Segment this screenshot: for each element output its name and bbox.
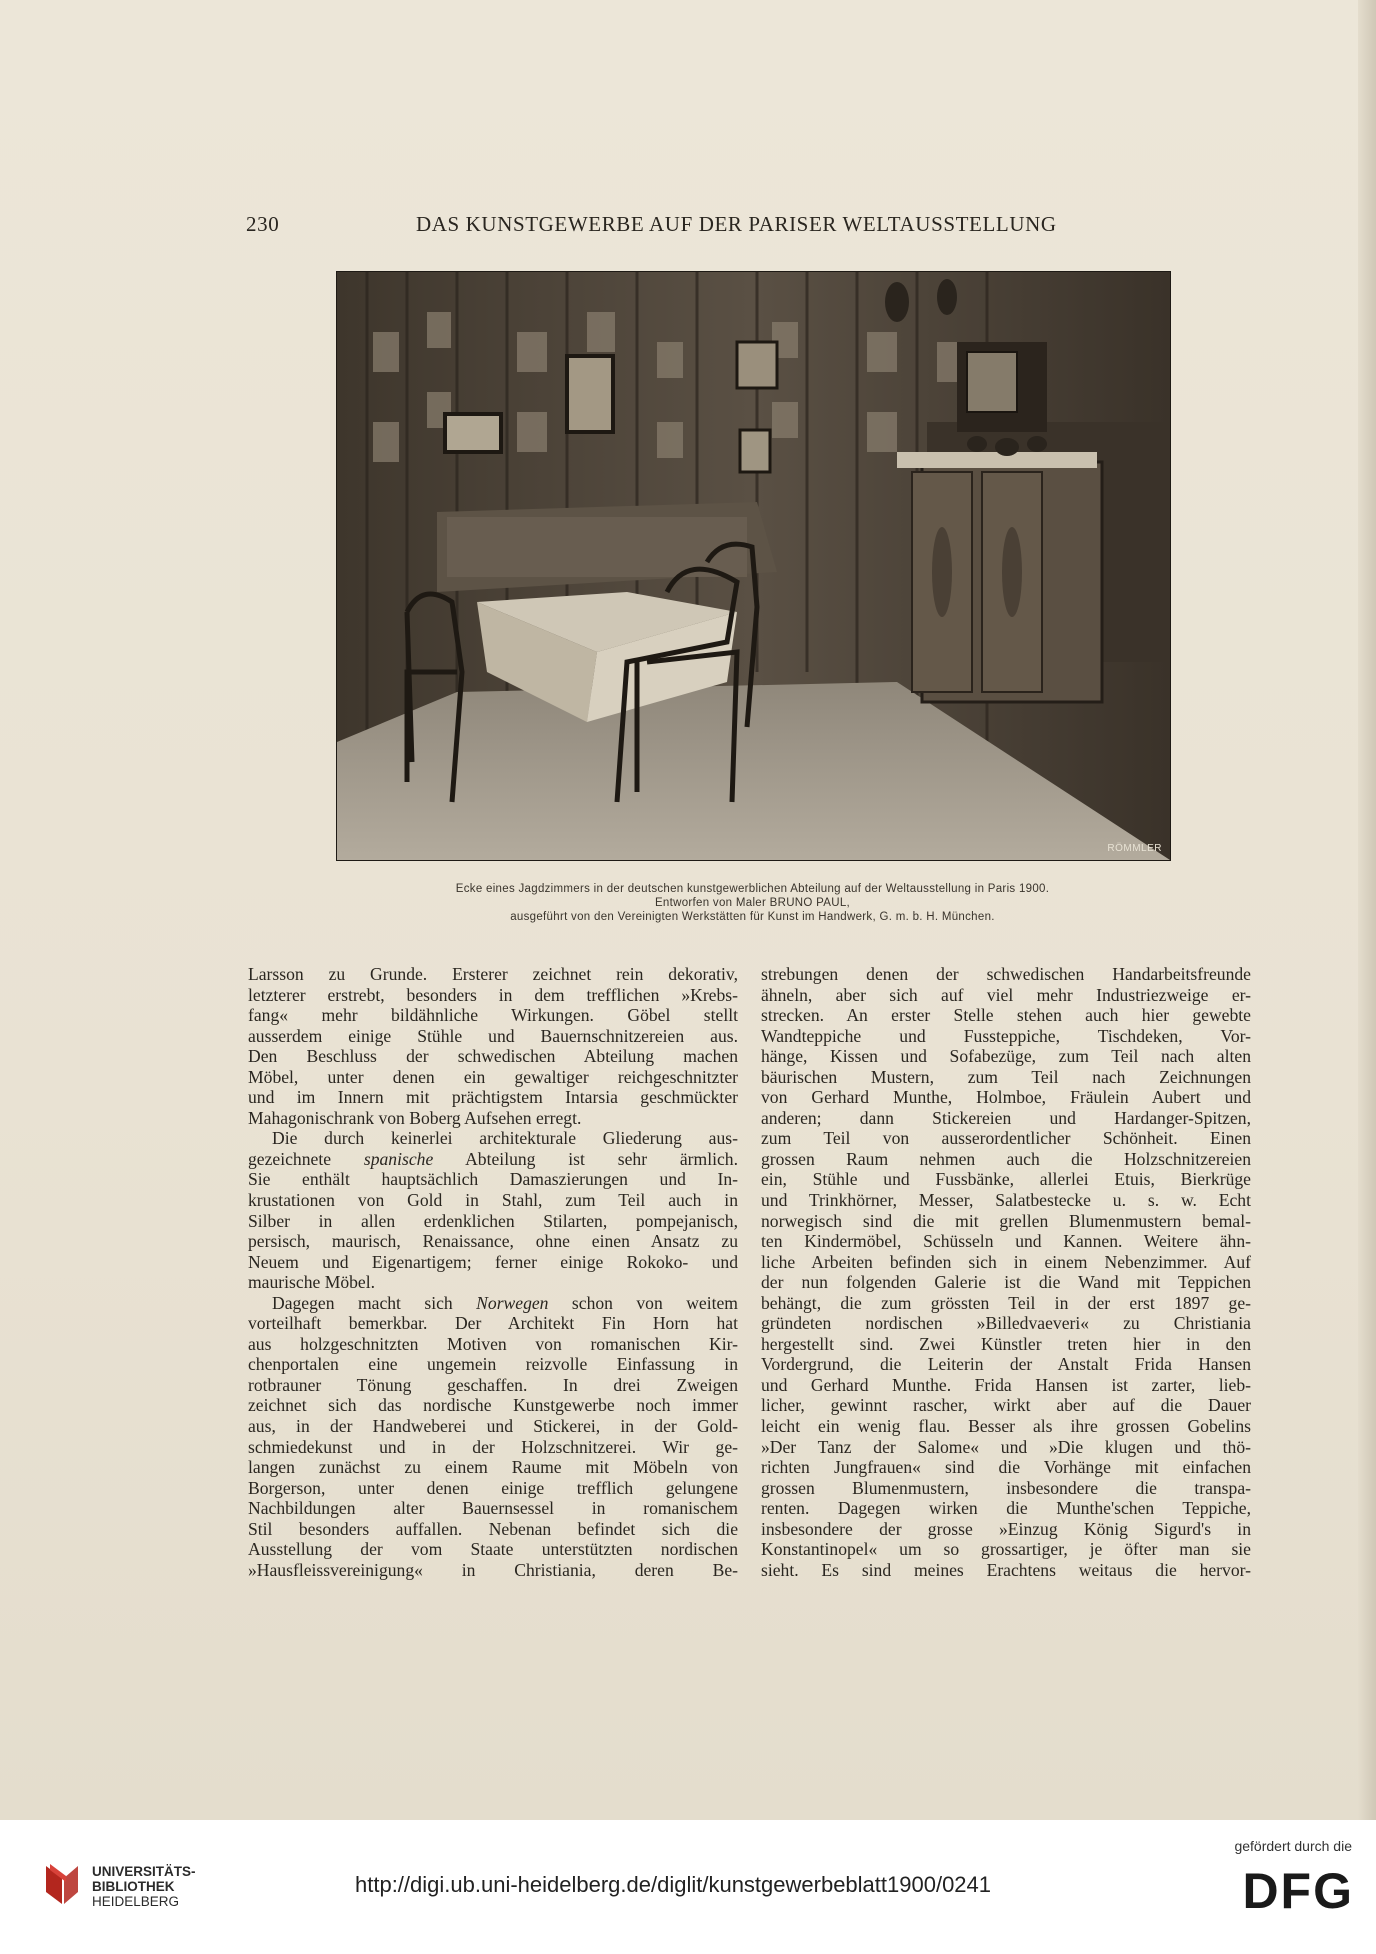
caption-line: Ecke eines Jagdzimmers in der deutschen kunstgewerblichen Abteilung auf der Weltausstellung in Paris 1900.	[455, 883, 1050, 895]
text-line: insbesondere der grosse »Einzug König Sigurd's in	[761, 1518, 1251, 1539]
text-line: hänge, Kissen und Sofabezüge, zum Teil nach alten	[761, 1046, 1251, 1067]
text-line: ähneln, aber sich auf viel mehr Industriezweige er-	[761, 984, 1251, 1005]
text-line: grossen Raum nehmen auch die Holzschnitzereien	[761, 1148, 1251, 1169]
text-line: schmiedekunst und in der Holzschnitzerei. Wir ge-	[248, 1436, 738, 1457]
text-line-with-italic: gezeichnete spanische Abteilung ist sehr ärmlich.	[248, 1148, 739, 1169]
text-line: ausserdem einige Stühle und Bauernschnitzereien aus.	[248, 1025, 738, 1046]
text-line: chenportalen eine ungemein reizvolle Einfassung in	[248, 1354, 738, 1375]
text-line: vorteilhaft bemerkbar. Der Architekt Fin Horn hat	[248, 1313, 738, 1334]
text-line: leicht ein wenig flau. Besser als ihre grossen Gobelins	[761, 1416, 1251, 1437]
text-line: Mahagonischrank von Boberg Aufsehen erregt.	[248, 1107, 582, 1128]
text-line: sieht. Es sind meines Erachtens weitaus die hervor-	[761, 1559, 1251, 1580]
university-library-logo-icon[interactable]	[42, 1862, 82, 1908]
text-line: krustationen von Gold in Stahl, zum Teil auch in	[248, 1190, 738, 1211]
italic-norwegen: Norwegen	[476, 1292, 549, 1313]
text-line: rotbrauner Tönung geschaffen. In drei Zweigen	[248, 1374, 738, 1395]
text-line: Wandteppiche und Fussteppiche, Tischdeken, Vor-	[761, 1025, 1251, 1046]
text-line: zum Teil von ausserordentlicher Schönheit. Einen	[761, 1128, 1251, 1149]
university-library-name: UNIVERSITÄTS- BIBLIOTHEK HEIDELBERG	[92, 1864, 196, 1909]
text-line: der nun folgenden Galerie ist die Wand mit Teppichen	[761, 1272, 1251, 1293]
text-line: liche Arbeiten befinden sich in einem Nebenzimmer. Auf	[761, 1251, 1251, 1272]
text-line: »Hausfleissvereinigung« in Christiania, deren Be-	[248, 1559, 738, 1580]
running-head	[246, 212, 1082, 240]
text-line: renten. Dagegen wirken die Munthe'schen Teppiche,	[761, 1498, 1251, 1519]
left-column	[248, 964, 738, 1580]
text-line: Den Beschluss der schwedischen Abteilung machen	[248, 1046, 738, 1067]
text-line: von Gerhard Munthe, Holmboe, Fräulein Aubert und	[761, 1087, 1251, 1108]
text-line: langen zunächst zu einem Raume mit Möbeln von	[248, 1457, 738, 1478]
header-title: DAS KUNSTGEWERBE AUF DER PARISER WELTAUSSTELLUNG	[416, 212, 1057, 236]
dfg-logo[interactable]: DFG	[1242, 1863, 1354, 1919]
text-line: letzterer erstrebt, besonders in dem trefflichen »Krebs-	[248, 984, 738, 1005]
text-line: Die durch keinerlei architekturale Gliederung aus-	[272, 1128, 738, 1149]
text-line: strecken. An erster Stelle stehen auch hier gewebte	[761, 1005, 1251, 1026]
text-line: persisch, maurisch, Renaissance, ohne einen Ansatz zu	[248, 1231, 738, 1252]
page-number: 230	[246, 212, 280, 236]
text-line: ten Kindermöbel, Schüsseln und Kannen. Weitere ähn-	[761, 1231, 1251, 1252]
text-line: aus holzgeschnitzten Motiven von romanischen Kir-	[248, 1333, 738, 1354]
text-line: und im Innern mit prächtigstem Intarsia geschmückter	[248, 1087, 738, 1108]
right-column	[761, 964, 1251, 1580]
text-line: Larsson zu Grunde. Ersterer zeichnet rein dekorativ,	[248, 964, 738, 984]
photo-caption	[336, 882, 1169, 924]
text-line: »Der Tanz der Salome« und »Die klugen und thö-	[761, 1436, 1251, 1457]
text-line: Nachbildungen alter Bauernsessel in romanischem	[248, 1498, 738, 1519]
caption-line: ausgeführt von den Vereinigten Werkstätten für Kunst im Handwerk, G. m. b. H. München.	[510, 911, 995, 923]
text-line: Ausstellung der vom Staate unterstützten nordischen	[248, 1539, 738, 1560]
text-line: Borgerson, unter denen einige trefflich gelungene	[248, 1477, 738, 1498]
text-line: strebungen denen der schwedischen Handarbeitsfreunde	[761, 964, 1251, 984]
photo-credit: RÖMMLER	[1107, 843, 1162, 854]
text-line: norwegisch sind die mit grellen Blumenmustern bemal-	[761, 1210, 1251, 1231]
text-line: Stil besonders auffallen. Nebenan befindet sich die	[248, 1518, 738, 1539]
text-line: hergestellt sind. Zwei Künstler treten hier in den	[761, 1333, 1251, 1354]
text-line: behängt, die zum grössten Teil in der erst 1897 ge-	[761, 1292, 1251, 1313]
text-line: maurische Möbel.	[248, 1272, 376, 1293]
text-line: und Trinkhörner, Messer, Salatbestecke u. s. w. Echt	[761, 1190, 1251, 1211]
photo-illustration	[337, 272, 1170, 860]
text-line: Vordergrund, die Leiterin der Anstalt Frida Hansen	[761, 1354, 1251, 1375]
text-line: licher, gewinnt rascher, wirkt aber auf die Dauer	[761, 1395, 1251, 1416]
text-line: gründeten nordischen »Billedvaeveri« zu Christiania	[761, 1313, 1251, 1334]
text-line-with-italic: Dagegen macht sich Norwegen schon von weitem	[272, 1292, 738, 1313]
hunting-room-photograph	[336, 271, 1171, 861]
text-line: Konstantinopel« um so grossartiger, je öfter man sie	[761, 1539, 1251, 1560]
text-line: zeichnet sich das nordische Kunstgewerbe noch immer	[248, 1395, 738, 1416]
text-line: Silber in allen erdenklichen Stilarten, pompejanisch,	[248, 1210, 738, 1231]
text-line: aus, in der Handweberei und Stickerei, in der Gold-	[248, 1416, 738, 1437]
text-line: anderen; dann Stickereien und Hardanger-Spitzen,	[761, 1107, 1251, 1128]
text-line: fang« mehr bildähnliche Wirkungen. Göbel stellt	[248, 1005, 738, 1026]
text-line: grossen Blumenmustern, insbesondere die transpa-	[761, 1477, 1251, 1498]
caption-line: Entworfen von Maler BRUNO PAUL,	[654, 897, 851, 909]
italic-spanische: spanische	[363, 1148, 434, 1169]
text-line: Neuem und Eigenartigem; ferner einige Rokoko- und	[248, 1251, 738, 1272]
funding-label: gefördert durch die	[1234, 1838, 1352, 1854]
permalink-url[interactable]: http://digi.ub.uni-heidelberg.de/diglit/kunstgewerbeblatt1900/0241	[355, 1872, 992, 1897]
page-edge	[1358, 0, 1376, 1820]
text-line: Möbel, unter denen ein gewaltiger reichgeschnitzter	[248, 1066, 738, 1087]
text-line: und Gerhard Munthe. Frida Hansen ist zarter, lieb-	[761, 1374, 1251, 1395]
text-line: ein, Stühle und Fussbänke, allerlei Etuis, Bierkrüge	[761, 1169, 1251, 1190]
text-line: bäurischen Mustern, zum Teil nach Zeichnungen	[761, 1066, 1251, 1087]
text-line: Sie enthält hauptsächlich Damaszierungen und In-	[248, 1169, 738, 1190]
text-line: richten Jungfrauen« sind die Vorhänge mit einfachen	[761, 1457, 1251, 1478]
